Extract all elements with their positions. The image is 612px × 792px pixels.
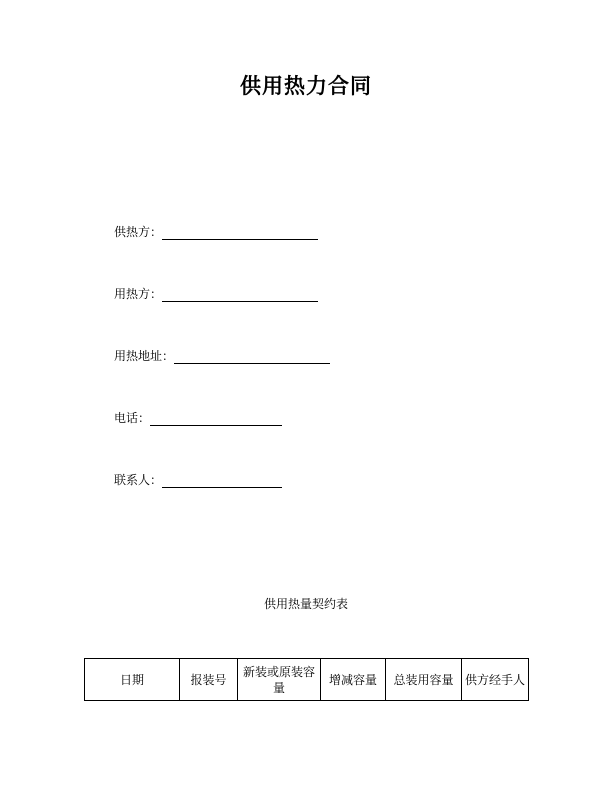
table-caption: 供用热量契约表 — [263, 597, 348, 611]
table-header-install-number: 报装号 — [180, 659, 238, 701]
heat-supplier-blank-line — [162, 224, 318, 240]
field-heat-address — [114, 344, 330, 364]
table-header-capacity-change: 增减容量 — [321, 659, 386, 701]
table-header-date: 日期 — [85, 659, 180, 701]
contact-person-blank-line — [162, 472, 282, 488]
phone-blank-line — [150, 410, 282, 426]
field-heat-supplier — [114, 220, 318, 240]
field-phone — [114, 406, 282, 426]
table-header-total-capacity: 总装用容量 — [386, 659, 462, 701]
table-header-new-or-original-capacity: 新装或原装容量 — [238, 659, 321, 701]
heat-user-blank-line — [162, 286, 318, 302]
heat-address-blank-line — [174, 348, 330, 364]
document-title: 供用热力合同 — [240, 74, 372, 98]
field-heat-user — [114, 282, 318, 302]
field-label-heat-user: 用热方： — [114, 287, 163, 301]
field-label-heat-address: 用热地址： — [114, 349, 175, 363]
table-header-supplier-handler: 供方经手人 — [462, 659, 529, 701]
field-label-heat-supplier: 供热方： — [114, 225, 163, 239]
heat-contract-table — [84, 658, 529, 701]
field-label-contact-person: 联系人： — [114, 473, 163, 487]
field-contact-person — [114, 468, 282, 488]
table-header-row — [85, 659, 529, 701]
field-label-phone: 电话： — [114, 411, 151, 425]
